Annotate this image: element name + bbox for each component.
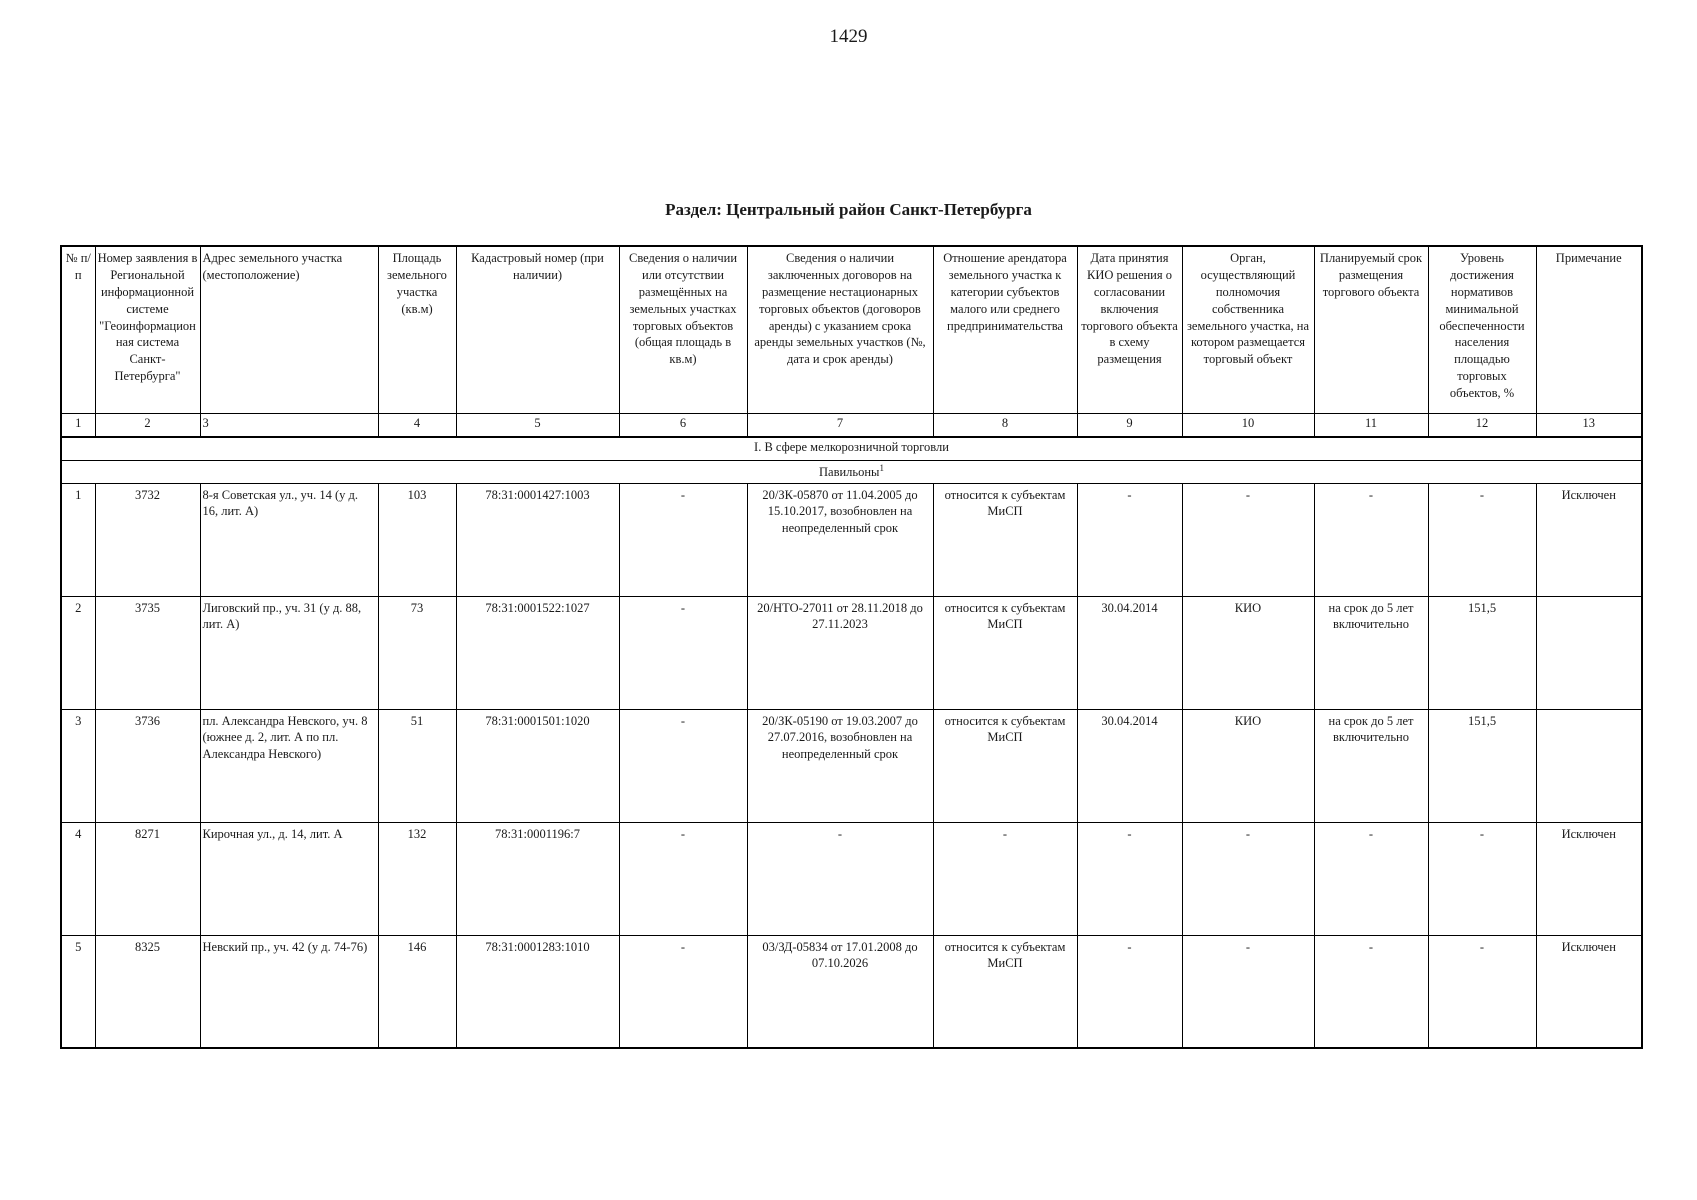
column-number: 1 — [61, 413, 95, 437]
cell-cadastral: 78:31:0001427:1003 — [456, 483, 619, 596]
column-number: 5 — [456, 413, 619, 437]
cell-application: 3735 — [95, 596, 200, 709]
cell-area: 146 — [378, 935, 456, 1048]
cell-term: на срок до 5 лет включительно — [1314, 709, 1428, 822]
cell-term: на срок до 5 лет включительно — [1314, 596, 1428, 709]
cell-level: 151,5 — [1428, 596, 1536, 709]
cell-num: 4 — [61, 822, 95, 935]
cell-sme: - — [933, 822, 1077, 935]
group-label: I. В сфере мелкорозничной торговли — [61, 437, 1642, 461]
cell-existing: - — [619, 822, 747, 935]
cell-existing: - — [619, 596, 747, 709]
cell-note — [1536, 596, 1642, 709]
column-numbers-row — [61, 413, 1642, 437]
page-number: 1429 — [829, 26, 868, 47]
header-cell: Орган, осуществляющий полномочия собственника земельного участка, на котором размещается торговый объект — [1182, 246, 1314, 413]
column-number: 11 — [1314, 413, 1428, 437]
header-cell: Отношение арендатора земельного участка к категории субъектов малого или среднего предпринимательства — [933, 246, 1077, 413]
cell-authority: - — [1182, 483, 1314, 596]
cell-term: - — [1314, 935, 1428, 1048]
cell-term: - — [1314, 822, 1428, 935]
cell-existing: - — [619, 709, 747, 822]
cell-address: пл. Александра Невского, уч. 8 (южнее д. 2, лит. А по пл. Александра Невского) — [200, 709, 378, 822]
column-number: 12 — [1428, 413, 1536, 437]
table-row — [61, 596, 1642, 709]
header-cell: Сведения о наличии или отсутствии размещённых на земельных участках торговых объектов (общая площадь в кв.м) — [619, 246, 747, 413]
subgroup-row — [61, 460, 1642, 483]
table-row — [61, 822, 1642, 935]
cell-sme: относится к субъектам МиСП — [933, 709, 1077, 822]
cell-address: Лиговский пр., уч. 31 (у д. 88, лит. А) — [200, 596, 378, 709]
cell-existing: - — [619, 483, 747, 596]
cell-decision-date: - — [1077, 935, 1182, 1048]
cell-decision-date: 30.04.2014 — [1077, 709, 1182, 822]
cell-address: Кирочная ул., д. 14, лит. А — [200, 822, 378, 935]
cell-application: 3732 — [95, 483, 200, 596]
cell-num: 2 — [61, 596, 95, 709]
header-cell: Площадь земельного участка (кв.м) — [378, 246, 456, 413]
column-number: 4 — [378, 413, 456, 437]
data-rows — [61, 483, 1642, 1048]
column-number: 10 — [1182, 413, 1314, 437]
section-title: Раздел: Центральный район Санкт-Петербурга — [665, 200, 1032, 219]
subgroup-cell — [61, 460, 1642, 483]
cell-area: 51 — [378, 709, 456, 822]
header-cell: Адрес земельного участка (местоположение) — [200, 246, 378, 413]
column-number: 3 — [200, 413, 378, 437]
table-row — [61, 483, 1642, 596]
cell-contract: 20/НТО-27011 от 28.11.2018 до 27.11.2023 — [747, 596, 933, 709]
cell-level: - — [1428, 822, 1536, 935]
header-cell: Примечание — [1536, 246, 1642, 413]
cell-level: - — [1428, 935, 1536, 1048]
cell-contract: 03/ЗД-05834 от 17.01.2008 до 07.10.2026 — [747, 935, 933, 1048]
cell-authority: - — [1182, 822, 1314, 935]
registry-table — [60, 245, 1643, 1049]
header-cell: Дата принятия КИО решения о согласовании включения торгового объекта в схему размещения — [1077, 246, 1182, 413]
column-number: 9 — [1077, 413, 1182, 437]
table-row — [61, 935, 1642, 1048]
cell-num: 5 — [61, 935, 95, 1048]
cell-note: Исключен — [1536, 822, 1642, 935]
cell-note: Исключен — [1536, 935, 1642, 1048]
cell-num: 3 — [61, 709, 95, 822]
cell-contract: 20/ЗК-05870 от 11.04.2005 до 15.10.2017, возобновлен на неопределенный срок — [747, 483, 933, 596]
subgroup-label: Павильоны — [819, 464, 880, 479]
cell-contract: - — [747, 822, 933, 935]
column-number: 13 — [1536, 413, 1642, 437]
cell-note: Исключен — [1536, 483, 1642, 596]
cell-address: Невский пр., уч. 42 (у д. 74-76) — [200, 935, 378, 1048]
column-number: 7 — [747, 413, 933, 437]
cell-level: 151,5 — [1428, 709, 1536, 822]
cell-sme: относится к субъектам МиСП — [933, 483, 1077, 596]
cell-area: 132 — [378, 822, 456, 935]
cell-area: 73 — [378, 596, 456, 709]
cell-contract: 20/ЗК-05190 от 19.03.2007 до 27.07.2016, возобновлен на неопределенный срок — [747, 709, 933, 822]
cell-application: 8271 — [95, 822, 200, 935]
cell-application: 8325 — [95, 935, 200, 1048]
header-cell: Кадастровый номер (при наличии) — [456, 246, 619, 413]
cell-authority: КИО — [1182, 596, 1314, 709]
column-number: 6 — [619, 413, 747, 437]
group-row — [61, 437, 1642, 461]
cell-level: - — [1428, 483, 1536, 596]
header-cell: Сведения о наличии заключенных договоров на размещение нестационарных торговых объектов (договоров аренды) с указанием срока аренды земельных участков (№, дата и срок аренды) — [747, 246, 933, 413]
cell-authority: - — [1182, 935, 1314, 1048]
cell-decision-date: - — [1077, 483, 1182, 596]
cell-application: 3736 — [95, 709, 200, 822]
header-cell: Уровень достижения нормативов минимальной обеспеченности населения площадью торговых объектов, % — [1428, 246, 1536, 413]
header-cell: № п/п — [61, 246, 95, 413]
cell-cadastral: 78:31:0001522:1027 — [456, 596, 619, 709]
cell-num: 1 — [61, 483, 95, 596]
cell-decision-date: 30.04.2014 — [1077, 596, 1182, 709]
cell-sme: относится к субъектам МиСП — [933, 596, 1077, 709]
cell-term: - — [1314, 483, 1428, 596]
cell-area: 103 — [378, 483, 456, 596]
cell-authority: КИО — [1182, 709, 1314, 822]
header-cell: Номер заявления в Региональной информационной системе "Геоинформационная система Санкт-Петербурга" — [95, 246, 200, 413]
cell-cadastral: 78:31:0001283:1010 — [456, 935, 619, 1048]
cell-cadastral: 78:31:0001196:7 — [456, 822, 619, 935]
cell-address: 8-я Советская ул., уч. 14 (у д. 16, лит. А) — [200, 483, 378, 596]
cell-sme: относится к субъектам МиСП — [933, 935, 1077, 1048]
cell-cadastral: 78:31:0001501:1020 — [456, 709, 619, 822]
cell-existing: - — [619, 935, 747, 1048]
footnote-marker: 1 — [879, 462, 884, 473]
table-header-row — [61, 246, 1642, 413]
header-cell: Планируемый срок размещения торгового объекта — [1314, 246, 1428, 413]
cell-decision-date: - — [1077, 822, 1182, 935]
column-number: 8 — [933, 413, 1077, 437]
cell-note — [1536, 709, 1642, 822]
column-number: 2 — [95, 413, 200, 437]
table-row — [61, 709, 1642, 822]
